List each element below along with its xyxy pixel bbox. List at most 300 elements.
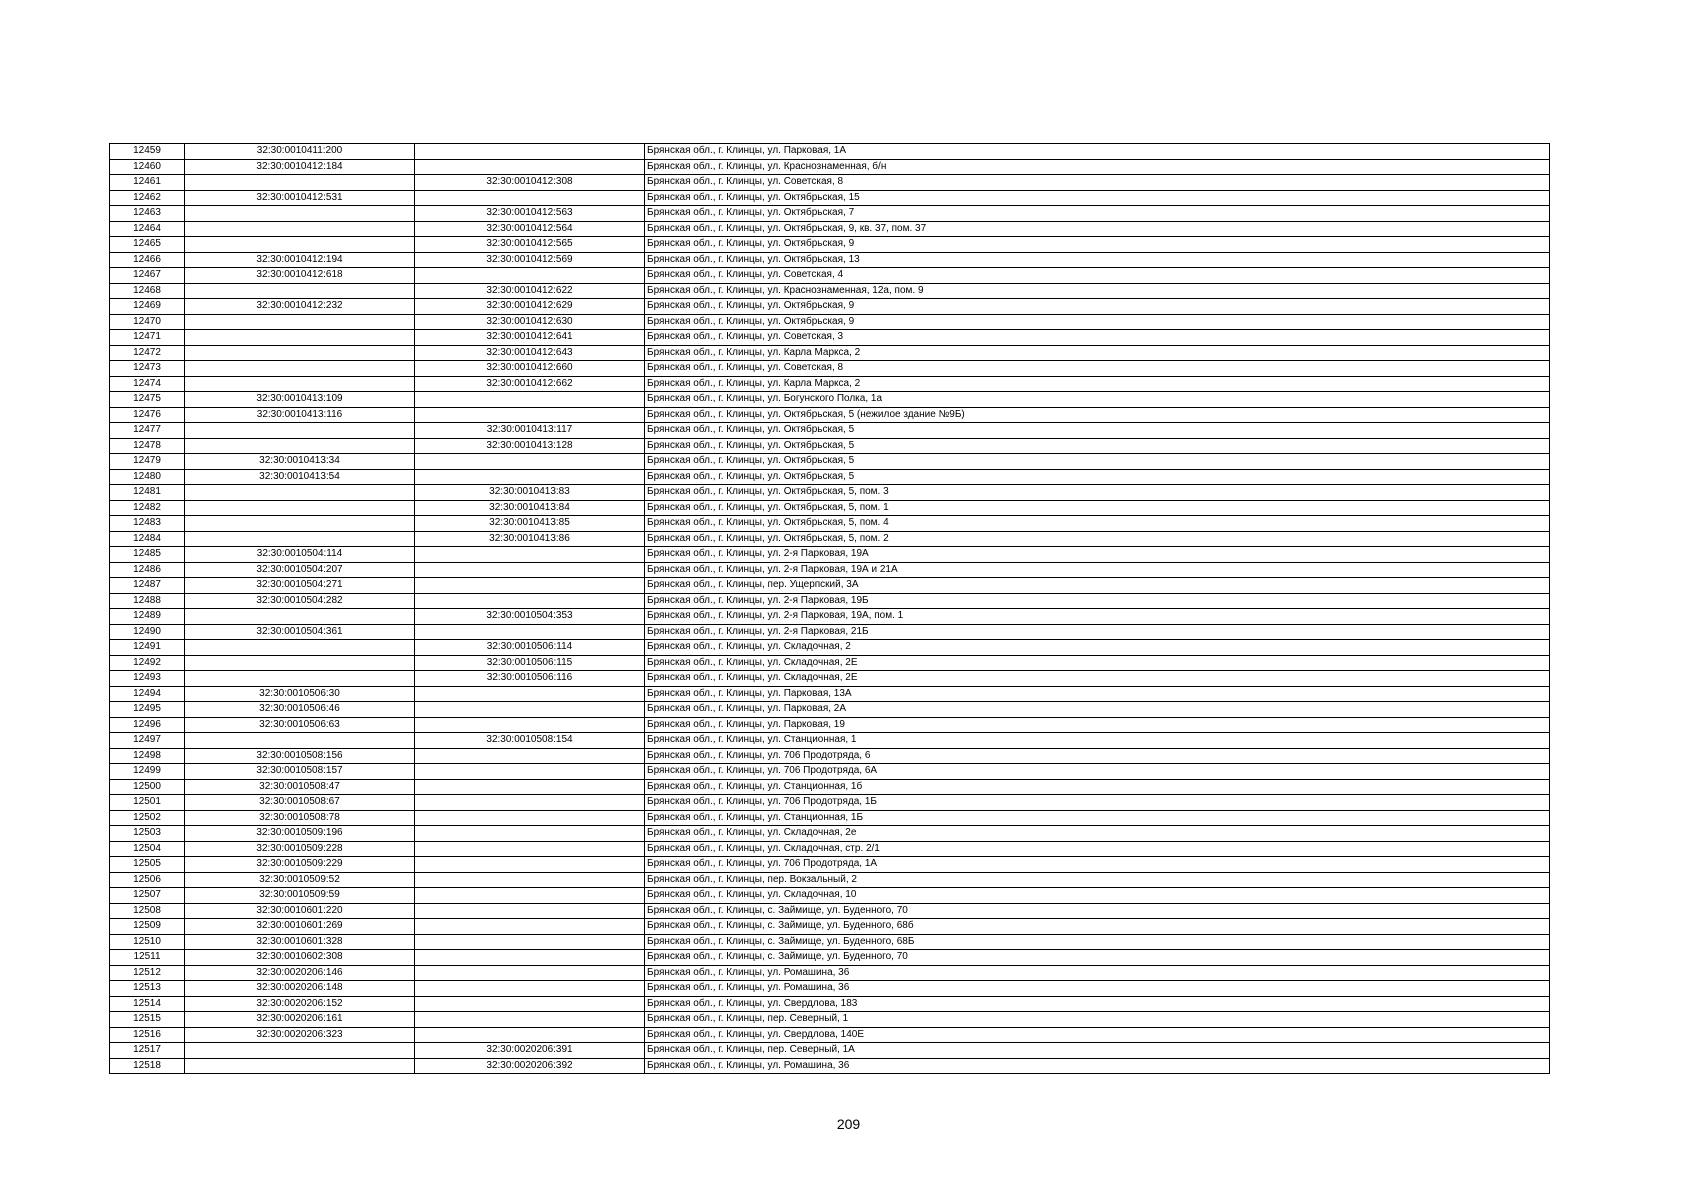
land-cadastral-number-cell: 32:30:0010411:200 (185, 144, 415, 160)
table-row (110, 547, 1550, 563)
land-cadastral-number-cell (185, 206, 415, 222)
building-cadastral-number-cell (415, 1027, 645, 1043)
building-cadastral-number-cell: 32:30:0010413:128 (415, 438, 645, 454)
row-number-cell: 12471 (110, 330, 185, 346)
building-cadastral-number-cell (415, 392, 645, 408)
table-row (110, 841, 1550, 857)
address-cell: Брянская обл., г. Клинцы, ул. Карла Маркса, 2 (645, 345, 1550, 361)
row-number-cell: 12487 (110, 578, 185, 594)
address-cell: Брянская обл., г. Клинцы, ул. Краснознаменная, б/н (645, 159, 1550, 175)
address-cell: Брянская обл., г. Клинцы, ул. 706 Продотряда, 6 (645, 748, 1550, 764)
table-row (110, 516, 1550, 532)
row-number-cell: 12469 (110, 299, 185, 315)
table-row (110, 950, 1550, 966)
row-number-cell: 12463 (110, 206, 185, 222)
table-row (110, 903, 1550, 919)
land-cadastral-number-cell (185, 361, 415, 377)
address-cell: Брянская обл., г. Клинцы, ул. Советская, 8 (645, 175, 1550, 191)
row-number-cell: 12499 (110, 764, 185, 780)
row-number-cell: 12506 (110, 872, 185, 888)
building-cadastral-number-cell: 32:30:0010504:353 (415, 609, 645, 625)
address-cell: Брянская обл., г. Клинцы, ул. Октябрьская, 5 (645, 423, 1550, 439)
land-cadastral-number-cell (185, 283, 415, 299)
row-number-cell: 12465 (110, 237, 185, 253)
address-cell: Брянская обл., г. Клинцы, ул. 2-я Парковая, 19А (645, 547, 1550, 563)
building-cadastral-number-cell (415, 1012, 645, 1028)
building-cadastral-number-cell: 32:30:0010413:86 (415, 531, 645, 547)
building-cadastral-number-cell: 32:30:0010412:308 (415, 175, 645, 191)
address-cell: Брянская обл., г. Клинцы, ул. Складочная, 2Е (645, 671, 1550, 687)
land-cadastral-number-cell: 32:30:0010601:328 (185, 934, 415, 950)
table-row (110, 330, 1550, 346)
land-cadastral-number-cell (185, 531, 415, 547)
table-row (110, 671, 1550, 687)
land-cadastral-number-cell: 32:30:0010509:52 (185, 872, 415, 888)
building-cadastral-number-cell: 32:30:0010412:641 (415, 330, 645, 346)
table-row (110, 1043, 1550, 1059)
building-cadastral-number-cell (415, 841, 645, 857)
land-cadastral-number-cell: 32:30:0010601:269 (185, 919, 415, 935)
land-cadastral-number-cell (185, 175, 415, 191)
address-cell: Брянская обл., г. Клинцы, ул. Карла Маркса, 2 (645, 376, 1550, 392)
table-row (110, 857, 1550, 873)
address-cell: Брянская обл., г. Клинцы, ул. Октябрьская, 9 (645, 314, 1550, 330)
land-cadastral-number-cell: 32:30:0010506:30 (185, 686, 415, 702)
row-number-cell: 12475 (110, 392, 185, 408)
land-cadastral-number-cell: 32:30:0010508:156 (185, 748, 415, 764)
row-number-cell: 12504 (110, 841, 185, 857)
row-number-cell: 12509 (110, 919, 185, 935)
building-cadastral-number-cell: 32:30:0010412:565 (415, 237, 645, 253)
table-row (110, 485, 1550, 501)
land-cadastral-number-cell (185, 516, 415, 532)
building-cadastral-number-cell: 32:30:0010412:643 (415, 345, 645, 361)
address-cell: Брянская обл., г. Клинцы, ул. Станционная, 1Б (645, 810, 1550, 826)
row-number-cell: 12517 (110, 1043, 185, 1059)
land-cadastral-number-cell: 32:30:0010509:196 (185, 826, 415, 842)
address-cell: Брянская обл., г. Клинцы, ул. Октябрьская, 9, кв. 37, пом. 37 (645, 221, 1550, 237)
land-cadastral-number-cell (185, 221, 415, 237)
land-cadastral-number-cell (185, 423, 415, 439)
address-cell: Брянская обл., г. Клинцы, ул. Богунского Полка, 1а (645, 392, 1550, 408)
land-cadastral-number-cell (185, 500, 415, 516)
row-number-cell: 12472 (110, 345, 185, 361)
land-cadastral-number-cell: 32:30:0010413:116 (185, 407, 415, 423)
land-cadastral-number-cell (185, 345, 415, 361)
row-number-cell: 12479 (110, 454, 185, 470)
row-number-cell: 12493 (110, 671, 185, 687)
table-row (110, 764, 1550, 780)
land-cadastral-number-cell (185, 671, 415, 687)
land-cadastral-number-cell: 32:30:0010413:34 (185, 454, 415, 470)
address-cell: Брянская обл., г. Клинцы, ул. Ромашина, 36 (645, 965, 1550, 981)
building-cadastral-number-cell (415, 888, 645, 904)
row-number-cell: 12501 (110, 795, 185, 811)
table-row (110, 469, 1550, 485)
land-cadastral-number-cell: 32:30:0010508:78 (185, 810, 415, 826)
address-cell: Брянская обл., г. Клинцы, ул. 2-я Парковая, 19Б (645, 593, 1550, 609)
row-number-cell: 12500 (110, 779, 185, 795)
table-row (110, 438, 1550, 454)
address-cell: Брянская обл., г. Клинцы, ул. Складочная, 10 (645, 888, 1550, 904)
address-cell: Брянская обл., г. Клинцы, ул. 706 Продотряда, 6А (645, 764, 1550, 780)
table-row (110, 717, 1550, 733)
row-number-cell: 12480 (110, 469, 185, 485)
building-cadastral-number-cell (415, 764, 645, 780)
address-cell: Брянская обл., г. Клинцы, ул. Октябрьская, 5 (нежилое здание №9Б) (645, 407, 1550, 423)
land-cadastral-number-cell: 32:30:0010412:232 (185, 299, 415, 315)
address-cell: Брянская обл., г. Клинцы, ул. Октябрьская, 5, пом. 2 (645, 531, 1550, 547)
address-cell: Брянская обл., г. Клинцы, ул. Парковая, 13А (645, 686, 1550, 702)
address-cell: Брянская обл., г. Клинцы, пер. Северный, 1 (645, 1012, 1550, 1028)
address-cell: Брянская обл., г. Клинцы, ул. 706 Продотряда, 1Б (645, 795, 1550, 811)
building-cadastral-number-cell (415, 562, 645, 578)
table-row (110, 981, 1550, 997)
row-number-cell: 12512 (110, 965, 185, 981)
table-row (110, 1012, 1550, 1028)
address-cell: Брянская обл., г. Клинцы, ул. Октябрьская, 5, пом. 1 (645, 500, 1550, 516)
building-cadastral-number-cell (415, 190, 645, 206)
registry-table-body (110, 144, 1550, 1074)
table-row (110, 283, 1550, 299)
building-cadastral-number-cell: 32:30:0010413:84 (415, 500, 645, 516)
table-row (110, 702, 1550, 718)
address-cell: Брянская обл., г. Клинцы, ул. Парковая, 2А (645, 702, 1550, 718)
building-cadastral-number-cell (415, 717, 645, 733)
row-number-cell: 12502 (110, 810, 185, 826)
land-cadastral-number-cell: 32:30:0010412:618 (185, 268, 415, 284)
row-number-cell: 12490 (110, 624, 185, 640)
building-cadastral-number-cell (415, 950, 645, 966)
building-cadastral-number-cell (415, 469, 645, 485)
building-cadastral-number-cell: 32:30:0010412:563 (415, 206, 645, 222)
building-cadastral-number-cell (415, 624, 645, 640)
land-cadastral-number-cell (185, 1043, 415, 1059)
address-cell: Брянская обл., г. Клинцы, ул. 2-я Парковая, 21Б (645, 624, 1550, 640)
table-row (110, 500, 1550, 516)
address-cell: Брянская обл., г. Клинцы, ул. Складочная, стр. 2/1 (645, 841, 1550, 857)
row-number-cell: 12492 (110, 655, 185, 671)
address-cell: Брянская обл., г. Клинцы, ул. Краснознаменная, 12а, пом. 9 (645, 283, 1550, 299)
land-cadastral-number-cell (185, 376, 415, 392)
page-number: 209 (836, 1116, 861, 1132)
table-row (110, 237, 1550, 253)
building-cadastral-number-cell (415, 996, 645, 1012)
land-cadastral-number-cell: 32:30:0010504:271 (185, 578, 415, 594)
address-cell: Брянская обл., г. Клинцы, ул. Ромашина, 36 (645, 981, 1550, 997)
row-number-cell: 12474 (110, 376, 185, 392)
land-cadastral-number-cell (185, 237, 415, 253)
row-number-cell: 12508 (110, 903, 185, 919)
building-cadastral-number-cell (415, 593, 645, 609)
building-cadastral-number-cell: 32:30:0010506:115 (415, 655, 645, 671)
table-row (110, 206, 1550, 222)
address-cell: Брянская обл., г. Клинцы, ул. 2-я Парковая, 19А и 21А (645, 562, 1550, 578)
building-cadastral-number-cell: 32:30:0010412:630 (415, 314, 645, 330)
building-cadastral-number-cell (415, 934, 645, 950)
table-row (110, 314, 1550, 330)
address-cell: Брянская обл., г. Клинцы, ул. Складочная, 2е (645, 826, 1550, 842)
land-cadastral-number-cell (185, 733, 415, 749)
row-number-cell: 12498 (110, 748, 185, 764)
building-cadastral-number-cell (415, 268, 645, 284)
address-cell: Брянская обл., г. Клинцы, ул. Октябрьская, 5 (645, 469, 1550, 485)
table-row (110, 252, 1550, 268)
land-cadastral-number-cell: 32:30:0010504:361 (185, 624, 415, 640)
land-cadastral-number-cell: 32:30:0020206:148 (185, 981, 415, 997)
table-row (110, 593, 1550, 609)
table-row (110, 531, 1550, 547)
land-cadastral-number-cell: 32:30:0010509:59 (185, 888, 415, 904)
building-cadastral-number-cell (415, 748, 645, 764)
table-row (110, 144, 1550, 160)
address-cell: Брянская обл., г. Клинцы, пер. Ущерпский, 3А (645, 578, 1550, 594)
land-cadastral-number-cell: 32:30:0010412:194 (185, 252, 415, 268)
row-number-cell: 12516 (110, 1027, 185, 1043)
row-number-cell: 12470 (110, 314, 185, 330)
row-number-cell: 12511 (110, 950, 185, 966)
address-cell: Брянская обл., г. Клинцы, ул. Октябрьская, 7 (645, 206, 1550, 222)
row-number-cell: 12495 (110, 702, 185, 718)
row-number-cell: 12478 (110, 438, 185, 454)
table-row (110, 872, 1550, 888)
row-number-cell: 12503 (110, 826, 185, 842)
table-row (110, 826, 1550, 842)
row-number-cell: 12518 (110, 1058, 185, 1074)
table-row (110, 175, 1550, 191)
row-number-cell: 12496 (110, 717, 185, 733)
building-cadastral-number-cell (415, 144, 645, 160)
row-number-cell: 12464 (110, 221, 185, 237)
land-cadastral-number-cell (185, 330, 415, 346)
land-cadastral-number-cell: 32:30:0020206:146 (185, 965, 415, 981)
building-cadastral-number-cell (415, 919, 645, 935)
address-cell: Брянская обл., г. Клинцы, ул. Октябрьская, 5, пом. 3 (645, 485, 1550, 501)
building-cadastral-number-cell (415, 159, 645, 175)
land-cadastral-number-cell: 32:30:0020206:161 (185, 1012, 415, 1028)
address-cell: Брянская обл., г. Клинцы, пер. Северный, 1А (645, 1043, 1550, 1059)
row-number-cell: 12483 (110, 516, 185, 532)
table-row (110, 1027, 1550, 1043)
row-number-cell: 12486 (110, 562, 185, 578)
table-row (110, 733, 1550, 749)
building-cadastral-number-cell: 32:30:0010508:154 (415, 733, 645, 749)
land-cadastral-number-cell: 32:30:0010602:308 (185, 950, 415, 966)
table-row (110, 361, 1550, 377)
land-cadastral-number-cell: 32:30:0010508:67 (185, 795, 415, 811)
address-cell: Брянская обл., г. Клинцы, ул. 2-я Парковая, 19А, пом. 1 (645, 609, 1550, 625)
table-row (110, 221, 1550, 237)
building-cadastral-number-cell (415, 981, 645, 997)
land-cadastral-number-cell: 32:30:0010508:157 (185, 764, 415, 780)
building-cadastral-number-cell (415, 702, 645, 718)
building-cadastral-number-cell (415, 965, 645, 981)
address-cell: Брянская обл., г. Клинцы, ул. Октябрьская, 5, пом. 4 (645, 516, 1550, 532)
land-cadastral-number-cell: 32:30:0010509:228 (185, 841, 415, 857)
table-row (110, 562, 1550, 578)
row-number-cell: 12481 (110, 485, 185, 501)
address-cell: Брянская обл., г. Клинцы, ул. 706 Продотряда, 1А (645, 857, 1550, 873)
address-cell: Брянская обл., г. Клинцы, ул. Советская, 4 (645, 268, 1550, 284)
row-number-cell: 12494 (110, 686, 185, 702)
address-cell: Брянская обл., г. Клинцы, с. Займище, ул. Буденного, 70 (645, 950, 1550, 966)
table-row (110, 345, 1550, 361)
table-row (110, 578, 1550, 594)
table-row (110, 376, 1550, 392)
row-number-cell: 12489 (110, 609, 185, 625)
row-number-cell: 12484 (110, 531, 185, 547)
building-cadastral-number-cell (415, 826, 645, 842)
building-cadastral-number-cell (415, 903, 645, 919)
row-number-cell: 12468 (110, 283, 185, 299)
building-cadastral-number-cell (415, 578, 645, 594)
table-row (110, 609, 1550, 625)
building-cadastral-number-cell (415, 857, 645, 873)
table-row (110, 392, 1550, 408)
land-cadastral-number-cell (185, 1058, 415, 1074)
table-row (110, 655, 1550, 671)
row-number-cell: 12467 (110, 268, 185, 284)
table-row (110, 748, 1550, 764)
land-cadastral-number-cell: 32:30:0010413:109 (185, 392, 415, 408)
address-cell: Брянская обл., г. Клинцы, с. Займище, ул. Буденного, 68Б (645, 934, 1550, 950)
address-cell: Брянская обл., г. Клинцы, ул. Советская, 3 (645, 330, 1550, 346)
land-cadastral-number-cell (185, 609, 415, 625)
address-cell: Брянская обл., г. Клинцы, ул. Ромашина, 36 (645, 1058, 1550, 1074)
table-row (110, 888, 1550, 904)
address-cell: Брянская обл., г. Клинцы, ул. Октябрьская, 15 (645, 190, 1550, 206)
building-cadastral-number-cell: 32:30:0020206:392 (415, 1058, 645, 1074)
row-number-cell: 12488 (110, 593, 185, 609)
address-cell: Брянская обл., г. Клинцы, ул. Складочная, 2Е (645, 655, 1550, 671)
land-cadastral-number-cell: 32:30:0010506:46 (185, 702, 415, 718)
row-number-cell: 12460 (110, 159, 185, 175)
row-number-cell: 12462 (110, 190, 185, 206)
address-cell: Брянская обл., г. Клинцы, ул. Парковая, 19 (645, 717, 1550, 733)
building-cadastral-number-cell (415, 547, 645, 563)
building-cadastral-number-cell (415, 810, 645, 826)
land-cadastral-number-cell: 32:30:0020206:152 (185, 996, 415, 1012)
registry-table (109, 143, 1550, 1074)
building-cadastral-number-cell: 32:30:0010412:569 (415, 252, 645, 268)
row-number-cell: 12515 (110, 1012, 185, 1028)
building-cadastral-number-cell (415, 454, 645, 470)
land-cadastral-number-cell (185, 640, 415, 656)
table-row (110, 299, 1550, 315)
building-cadastral-number-cell (415, 407, 645, 423)
building-cadastral-number-cell (415, 795, 645, 811)
table-row (110, 996, 1550, 1012)
land-cadastral-number-cell (185, 438, 415, 454)
address-cell: Брянская обл., г. Клинцы, ул. Октябрьская, 9 (645, 299, 1550, 315)
table-row (110, 159, 1550, 175)
table-row (110, 965, 1550, 981)
row-number-cell: 12507 (110, 888, 185, 904)
row-number-cell: 12476 (110, 407, 185, 423)
land-cadastral-number-cell: 32:30:0010413:54 (185, 469, 415, 485)
address-cell: Брянская обл., г. Клинцы, ул. Свердлова, 183 (645, 996, 1550, 1012)
land-cadastral-number-cell (185, 655, 415, 671)
row-number-cell: 12510 (110, 934, 185, 950)
land-cadastral-number-cell: 32:30:0010412:531 (185, 190, 415, 206)
building-cadastral-number-cell: 32:30:0010413:85 (415, 516, 645, 532)
address-cell: Брянская обл., г. Клинцы, ул. Станционная, 1б (645, 779, 1550, 795)
building-cadastral-number-cell: 32:30:0010413:117 (415, 423, 645, 439)
address-cell: Брянская обл., г. Клинцы, ул. Октябрьская, 13 (645, 252, 1550, 268)
land-cadastral-number-cell: 32:30:0010504:114 (185, 547, 415, 563)
row-number-cell: 12473 (110, 361, 185, 377)
row-number-cell: 12485 (110, 547, 185, 563)
land-cadastral-number-cell: 32:30:0010412:184 (185, 159, 415, 175)
table-row (110, 190, 1550, 206)
row-number-cell: 12466 (110, 252, 185, 268)
land-cadastral-number-cell (185, 314, 415, 330)
building-cadastral-number-cell (415, 872, 645, 888)
row-number-cell: 12461 (110, 175, 185, 191)
address-cell: Брянская обл., г. Клинцы, пер. Вокзальный, 2 (645, 872, 1550, 888)
table-row (110, 1058, 1550, 1074)
row-number-cell: 12514 (110, 996, 185, 1012)
table-row (110, 268, 1550, 284)
table-row (110, 454, 1550, 470)
building-cadastral-number-cell: 32:30:0020206:391 (415, 1043, 645, 1059)
table-row (110, 686, 1550, 702)
address-cell: Брянская обл., г. Клинцы, ул. Октябрьская, 9 (645, 237, 1550, 253)
address-cell: Брянская обл., г. Клинцы, ул. Советская, 8 (645, 361, 1550, 377)
table-row (110, 407, 1550, 423)
table-row (110, 795, 1550, 811)
land-cadastral-number-cell: 32:30:0010506:63 (185, 717, 415, 733)
building-cadastral-number-cell: 32:30:0010506:116 (415, 671, 645, 687)
land-cadastral-number-cell: 32:30:0010601:220 (185, 903, 415, 919)
row-number-cell: 12482 (110, 500, 185, 516)
land-cadastral-number-cell: 32:30:0020206:323 (185, 1027, 415, 1043)
building-cadastral-number-cell: 32:30:0010412:629 (415, 299, 645, 315)
building-cadastral-number-cell (415, 686, 645, 702)
building-cadastral-number-cell (415, 779, 645, 795)
land-cadastral-number-cell: 32:30:0010509:229 (185, 857, 415, 873)
table-row (110, 810, 1550, 826)
land-cadastral-number-cell: 32:30:0010504:282 (185, 593, 415, 609)
row-number-cell: 12491 (110, 640, 185, 656)
address-cell: Брянская обл., г. Клинцы, с. Займище, ул. Буденного, 68б (645, 919, 1550, 935)
row-number-cell: 12513 (110, 981, 185, 997)
address-cell: Брянская обл., г. Клинцы, ул. Складочная, 2 (645, 640, 1550, 656)
row-number-cell: 12497 (110, 733, 185, 749)
row-number-cell: 12459 (110, 144, 185, 160)
land-cadastral-number-cell: 32:30:0010508:47 (185, 779, 415, 795)
building-cadastral-number-cell: 32:30:0010506:114 (415, 640, 645, 656)
building-cadastral-number-cell: 32:30:0010413:83 (415, 485, 645, 501)
building-cadastral-number-cell: 32:30:0010412:662 (415, 376, 645, 392)
table-row (110, 934, 1550, 950)
table-row (110, 919, 1550, 935)
building-cadastral-number-cell: 32:30:0010412:622 (415, 283, 645, 299)
table-row (110, 640, 1550, 656)
row-number-cell: 12505 (110, 857, 185, 873)
address-cell: Брянская обл., г. Клинцы, ул. Октябрьская, 5 (645, 454, 1550, 470)
table-row (110, 779, 1550, 795)
building-cadastral-number-cell: 32:30:0010412:564 (415, 221, 645, 237)
address-cell: Брянская обл., г. Клинцы, с. Займище, ул. Буденного, 70 (645, 903, 1550, 919)
address-cell: Брянская обл., г. Клинцы, ул. Свердлова, 140Е (645, 1027, 1550, 1043)
address-cell: Брянская обл., г. Клинцы, ул. Станционная, 1 (645, 733, 1550, 749)
address-cell: Брянская обл., г. Клинцы, ул. Октябрьская, 5 (645, 438, 1550, 454)
address-cell: Брянская обл., г. Клинцы, ул. Парковая, 1А (645, 144, 1550, 160)
table-row (110, 624, 1550, 640)
land-cadastral-number-cell (185, 485, 415, 501)
row-number-cell: 12477 (110, 423, 185, 439)
